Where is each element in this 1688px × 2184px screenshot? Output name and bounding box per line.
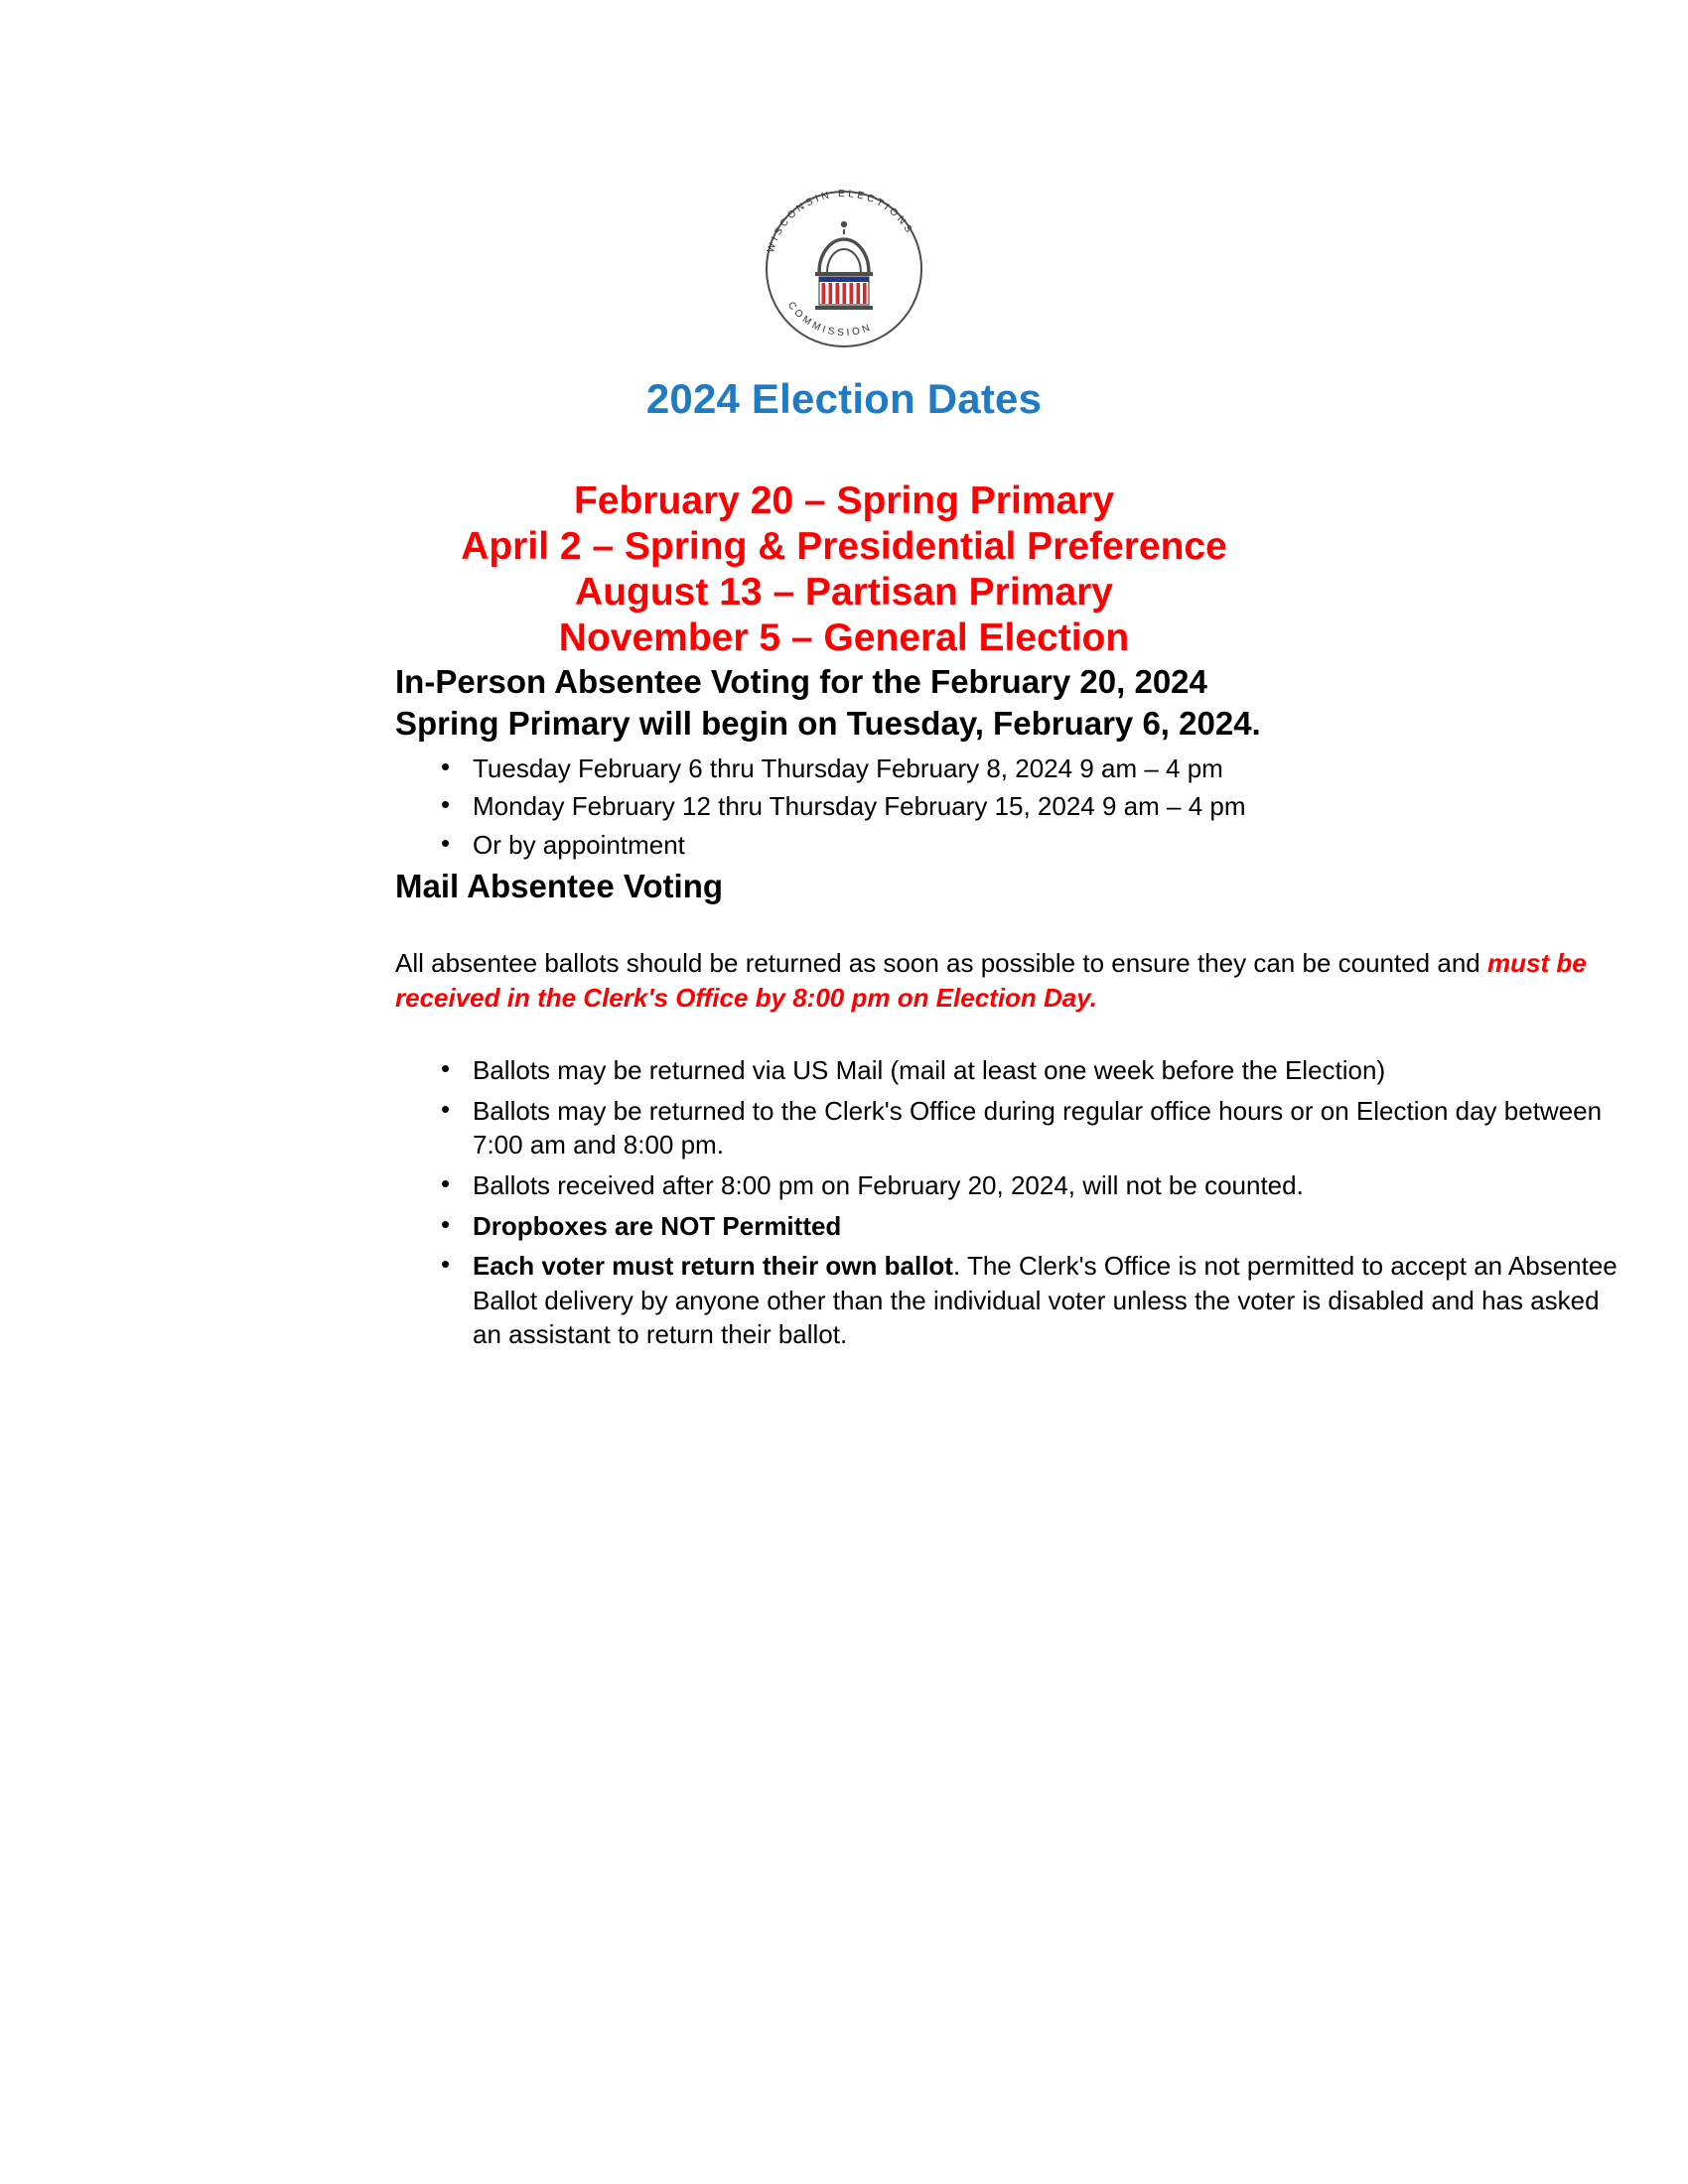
list-item	[395, 1053, 1626, 1088]
list-item	[395, 1209, 1626, 1244]
list-item	[395, 1168, 1626, 1203]
election-dates-list	[0, 478, 1688, 661]
list-item	[395, 1094, 1626, 1162]
list-item-text: Ballots may be returned to the Clerk's Office during regular office hours or on Election day between 7:00 am and 8:00 pm.	[473, 1095, 1603, 1160]
list-item-text: Ballots may be returned via US Mail (mail at least one week before the Election)	[473, 1055, 1386, 1086]
list-item: • Monday February 12 thru Thursday February 15, 2024 9 am – 4 pm	[395, 789, 1626, 824]
election-date-4: November 5 – General Election	[558, 616, 1130, 660]
mail-absentee-heading: Mail Absentee Voting	[395, 868, 724, 905]
list-item: • Or by appointment	[395, 828, 1626, 863]
mail-absentee-paragraph	[395, 946, 1626, 1017]
election-date-1: February 20 – Spring Primary	[573, 479, 1115, 522]
svg-text:WISCONSIN ELECTIONS: WISCONSIN ELECTIONS	[765, 188, 915, 254]
page-title: 2024 Election Dates	[645, 375, 1043, 422]
mail-paragraph-emphasis: must be received in the Clerk's Office by 8:00 pm on Election Day.	[395, 947, 1587, 1013]
election-date-3: August 13 – Partisan Primary	[575, 571, 1113, 614]
mail-absentee-rules-list	[395, 1053, 1626, 1352]
in-person-absentee-heading	[395, 661, 1626, 745]
list-item-text: Ballots received after 8:00 pm on February 20, 2024, will not be counted.	[473, 1169, 1304, 1200]
in-person-heading-line-2: Spring Primary will begin on Tuesday, February 6, 2024.	[395, 705, 1261, 743]
list-item-bold: Dropboxes are NOT Permitted	[473, 1210, 842, 1241]
document-body	[199, 661, 1618, 1352]
list-item	[395, 1249, 1626, 1352]
in-person-hours-list	[395, 751, 1626, 863]
list-item-bold: Each voter must return their own ballot	[473, 1251, 953, 1282]
svg-text:COMMISSION: COMMISSION	[784, 300, 875, 340]
in-person-heading-line-1: In-Person Absentee Voting for the February 20, 2024	[395, 663, 1207, 701]
list-item-text: . The Clerk's Office is not permitted to accept an Absentee Ballot delivery by anyone other than the individual voter unless the voter is disabled and has asked an assistant to return their ballot.	[473, 1251, 1618, 1350]
election-date-2: April 2 – Spring & Presidential Preference	[461, 525, 1227, 569]
logo-container	[0, 0, 1688, 361]
mail-paragraph-text: All absentee ballots should be returned as soon as possible to ensure they can be counted and	[395, 947, 1487, 978]
list-item: • Tuesday February 6 thru Thursday February 8, 2024 9 am – 4 pm	[395, 751, 1626, 786]
wisconsin-elections-commission-seal-icon	[752, 177, 936, 361]
